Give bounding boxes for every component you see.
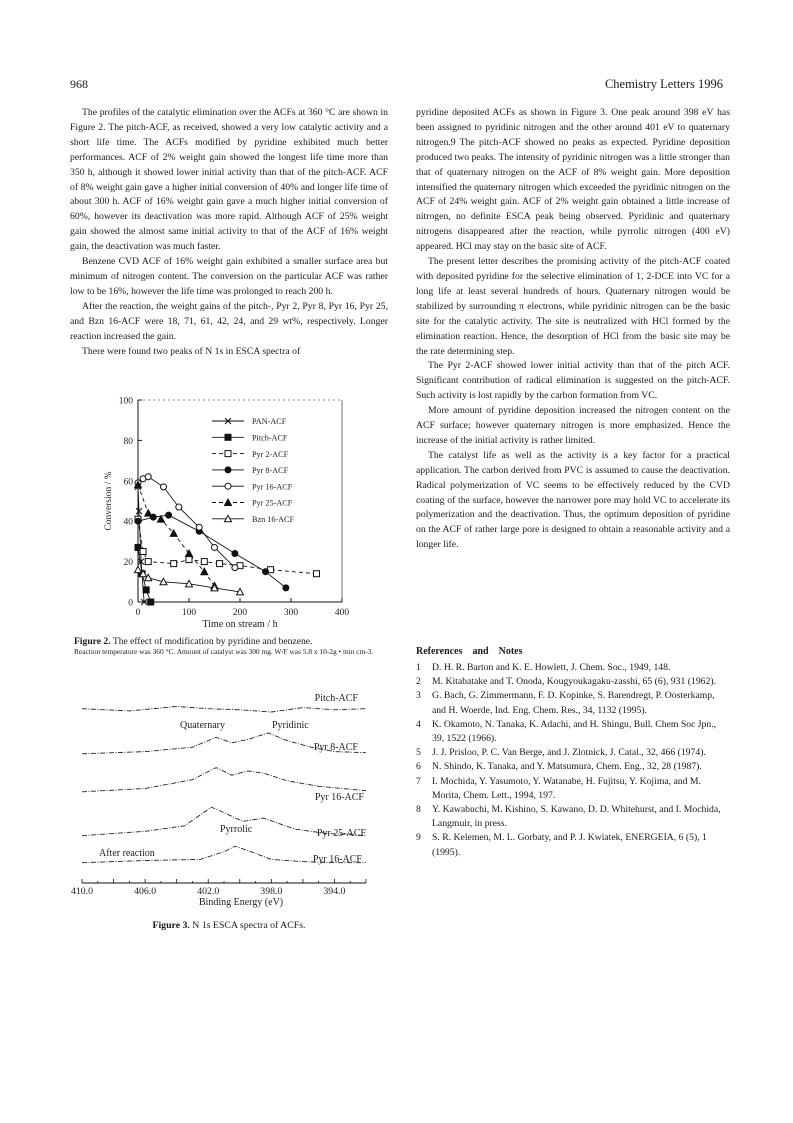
page-number: 968 bbox=[70, 77, 88, 91]
data-point bbox=[201, 559, 207, 565]
x-tick-label: 0 bbox=[135, 608, 141, 618]
reference-item bbox=[416, 718, 730, 746]
x-axis-label: Binding Energy (eV) bbox=[198, 897, 284, 908]
reference-number: 8 bbox=[416, 804, 421, 816]
y-tick-label: 60 bbox=[123, 477, 133, 488]
legend-label: Pyr 25-ACF bbox=[252, 498, 293, 508]
data-point bbox=[225, 499, 232, 506]
y-tick-label: 40 bbox=[123, 517, 133, 528]
left-column bbox=[70, 106, 388, 359]
annotation-quaternary: Quaternary bbox=[180, 720, 225, 731]
y-axis-label: Conversion / % bbox=[104, 471, 114, 531]
spectrum-label: Pitch-ACF bbox=[314, 693, 358, 704]
y-tick-label: 100 bbox=[118, 396, 133, 407]
reference-item bbox=[416, 675, 730, 689]
series-line bbox=[138, 519, 317, 574]
data-point bbox=[171, 561, 177, 567]
legend-item bbox=[212, 482, 293, 491]
paragraph: There were found two peaks of N 1s in ESCA spectra of bbox=[82, 345, 301, 357]
legend-item bbox=[212, 450, 289, 459]
reference-item bbox=[416, 746, 730, 760]
x-tick-label: 402.0 bbox=[197, 886, 220, 897]
legend-label: Pyr 16-ACF bbox=[252, 482, 293, 492]
annotation-after-reaction: After reaction bbox=[99, 848, 155, 859]
annotation-pyridinic: Pyridinic bbox=[272, 720, 309, 731]
x-tick-label: 300 bbox=[283, 608, 299, 618]
data-point bbox=[232, 551, 238, 557]
caption-text: The effect of modification by pyridine and benzene. bbox=[110, 636, 313, 647]
data-point bbox=[196, 524, 202, 530]
legend-label: Bzn 16-ACF bbox=[252, 515, 295, 524]
reference-number: 7 bbox=[416, 775, 421, 787]
legend-label: PAN-ACF bbox=[252, 417, 287, 427]
data-point bbox=[148, 599, 154, 605]
paragraph: The Pyr 2-ACF showed lower initial activity than that of the pitch ACF. Significant contribution of radical elimination is suggested on the pitch-ACF. Such activity is lost rapidly by the carbon formation from VC. bbox=[416, 360, 730, 402]
data-point bbox=[263, 569, 269, 575]
reference-number: 9 bbox=[416, 832, 421, 844]
paragraph: pyridine deposited ACFs as shown in Figure 3. One peak around 398 eV has been assigned to pyridinic nitrogen and the other around 401 eV to quaternary nitrogen.9 The pitch-ACF showed no peaks as expected. Pyridine deposition produced two peaks. The intensity of pyridinic nitrogen was a little stronger than that of quaternary nitrogen on the ACF of 8% weight gain. More deposition intensified the quaternary nitrogen which exceeded the pyridinic nitrogen on the ACF of 24% weight gain. ACF of 2% weight gain obtained a little increase of nitrogen, no definite ESCA peak being observed. Pyridinic and quaternary nitrogens disappeared after the reaction, while pyrrolic nitrogen (400 eV) appeared. HCl may stay on the basic site of ACF. bbox=[416, 107, 730, 253]
figure-2-caption bbox=[74, 636, 392, 657]
reference-number: 2 bbox=[416, 676, 421, 688]
reference-number: 4 bbox=[416, 718, 421, 730]
legend-item bbox=[212, 417, 287, 426]
data-point bbox=[145, 474, 151, 480]
heading-word: References bbox=[416, 646, 463, 657]
annotation-pyrrolic: Pyrrolic bbox=[220, 824, 253, 835]
data-point bbox=[140, 549, 146, 555]
reference-item bbox=[416, 831, 730, 859]
spectrum-line bbox=[82, 707, 366, 713]
data-point bbox=[135, 566, 142, 573]
legend-item bbox=[212, 515, 295, 524]
spectrum-label: Pyr 8-ACF bbox=[313, 742, 358, 753]
data-point bbox=[314, 571, 320, 577]
reference-text: S. R. Kelemen, M. L. Gorbaty, and P. J. Kwiatek, ENERGEIA, 6 (5), 1 (1995). bbox=[432, 832, 707, 858]
figure-3-spectra bbox=[70, 676, 388, 916]
paragraph: After the reaction, the weight gains of the pitch-, Pyr 2, Pyr 8, Pyr 16, Pyr 25, and Bzn 16-ACF were 18, 71, 61, 42, 24, and 29 wt%, respectively. Longer reaction increased the gain. bbox=[70, 300, 388, 342]
data-point bbox=[217, 561, 223, 567]
spectrum-label: Pyr 16-ACF bbox=[312, 854, 362, 865]
figure-2-chart bbox=[70, 389, 392, 639]
series-bzn-16-acf bbox=[135, 566, 244, 595]
data-point bbox=[186, 557, 192, 563]
legend-label: Pitch-ACF bbox=[252, 433, 288, 443]
paragraph: The present letter describes the promising activity of the pitch-ACF coated with deposited pyridine for the selective elimination of 1, 2-DCE into VC for a long life at least several hundreds of hours. Quaternary nitrogen would be stabilized by surrounding π electrons, while pyridinic nitrogen can be the basic site for the catalytic activity. The site is neutralized with HCl formed by the elimination reaction. Hence, the desorption of HCl from the basic site may be the rate determining step. bbox=[416, 256, 730, 357]
data-point bbox=[145, 559, 151, 565]
reference-number: 3 bbox=[416, 690, 421, 702]
caption-note: Reaction temperature was 360 °C. Amount of catalyst was 300 mg. W/F was 5.8 x 10-2g • min cm-3. bbox=[74, 647, 374, 656]
right-column bbox=[416, 106, 730, 553]
paragraph: Benzene CVD ACF of 16% weight gain exhibited a smaller surface area but minimum of nitrogen content. The conversion on the particular ACF was rather low to be 16%, however the life time was prolonged to reach 200 h. bbox=[70, 256, 388, 297]
paragraph: More amount of pyridine deposition increased the nitrogen content on the ACF surface; however quaternary nitrogen is more emphasized. Hence the increase of the initial activity is rather limited. bbox=[416, 405, 730, 446]
y-tick-label: 80 bbox=[123, 436, 133, 447]
reference-text: Y. Kawabuchi, M. Kishino, S. Kawano, D. D. Whitehurst, and I. Mochida, Langmuir, in press. bbox=[432, 804, 721, 830]
references-heading bbox=[416, 646, 532, 657]
data-point bbox=[143, 587, 149, 593]
caption-text: N 1s ESCA spectra of ACFs. bbox=[189, 920, 306, 931]
reference-text: G. Bach, G. Zimmermann, F. D. Kopinke, S. Barendregt, P. Oosterkamp, and H. Woerde, Ind. Eng. Chem. Res., 34, 1132 (1995). bbox=[432, 690, 715, 716]
x-tick-label: 100 bbox=[181, 608, 197, 618]
data-point bbox=[225, 483, 231, 489]
reference-item bbox=[416, 661, 730, 675]
reference-text: I. Mochida, Y. Yasumoto, Y. Watanabe, H. Fujitsu, Y. Kojima, and M. Morita, Chem. Lett., 1994, 197. bbox=[432, 775, 701, 801]
figure-3-caption bbox=[70, 920, 388, 931]
data-point bbox=[161, 484, 167, 490]
data-point bbox=[232, 565, 238, 571]
x-tick-label: 200 bbox=[232, 608, 248, 618]
legend-label: Pyr 8-ACF bbox=[252, 466, 289, 476]
legend-label: Pyr 2-ACF bbox=[252, 449, 289, 459]
heading-word: and bbox=[472, 646, 489, 657]
reference-text: K. Okamoto, N. Tanaka, K. Adachi, and H. Shingu, Bull. Chem Soc Jpn., 39, 1522 (1966). bbox=[432, 718, 717, 745]
reference-item bbox=[416, 775, 730, 803]
data-point bbox=[166, 512, 172, 518]
figure-label: Figure 3. bbox=[152, 920, 190, 931]
data-point bbox=[135, 518, 141, 524]
reference-text: J. J. Prisloo, P. C. Van Berge, and J. Zlotnick, J. Catal., 32, 466 (1974). bbox=[432, 747, 706, 759]
heading-word: Notes bbox=[498, 646, 523, 657]
x-axis-label: Time on stream / h bbox=[202, 619, 278, 630]
data-point bbox=[176, 504, 182, 510]
reference-number: 5 bbox=[416, 747, 421, 759]
data-point bbox=[145, 510, 152, 517]
spectrum-0 bbox=[82, 707, 366, 713]
spectrum-2 bbox=[82, 768, 366, 792]
reference-text: N. Shindo, K. Tanaka, and Y. Matsumura, Chem. Eng., 32, 28 (1987). bbox=[432, 761, 702, 773]
references-list bbox=[416, 661, 730, 860]
journal-title: Chemistry Letters 1996 bbox=[604, 77, 723, 91]
x-tick-label: 410.0 bbox=[70, 886, 94, 897]
paragraph: The catalyst life as well as the activity is a key factor for a practical application. The carbon derived from PVC is assumed to cause the deactivation. Radical polymerization of VC seems to be effectively reduced by the CVD coating of the surface, however the narrower pore may hold VC to accelerate its polymerization and the deactivation. Thus, the optimum deposition of pyridine on the ACF of rather large pore is designed to obtain a reasonable activity and a longer life. bbox=[416, 449, 730, 551]
spectrum-line bbox=[82, 768, 366, 792]
reference-item bbox=[416, 689, 730, 717]
reference-number: 6 bbox=[416, 761, 421, 773]
x-tick-label: 406.0 bbox=[134, 886, 157, 897]
reference-text: D. H. R. Barton and K. E. Howlett, J. Chem. Soc., 1949, 148. bbox=[432, 662, 671, 673]
series-pyr-2-acf bbox=[135, 516, 320, 577]
x-tick-label: 394.0 bbox=[323, 886, 346, 897]
data-point bbox=[225, 467, 231, 473]
reference-item bbox=[416, 803, 730, 831]
y-tick-label: 0 bbox=[128, 598, 133, 609]
reference-item bbox=[416, 760, 730, 774]
legend-item bbox=[212, 466, 289, 475]
data-point bbox=[225, 451, 231, 457]
spectrum-label: Pyr 16-ACF bbox=[314, 792, 364, 803]
data-point bbox=[283, 585, 289, 591]
x-tick-label: 400 bbox=[334, 608, 350, 618]
paragraph: The profiles of the catalytic elimination over the ACFs at 360 °C are shown in Figure 2. The pitch-ACF, as received, showed a very low catalytic activity and a short life time. The ACFs modified by pyridine exhibited much better performances. ACF of 2% weight gain showed the longest life time more than 350 h, although it showed lower initial activity than that of the pitch-ACF. ACF of 8% weight gain gave a higher initial conversion of 40% and longer life time of about 300 h. ACF of 16% weight gain gave a much higher initial conversion of 60%, however its deactivation was more rapid. Although ACF of 25% weight gain showed the almost same initial activity to that of the ACF of 16% weight gain, the deactivation was much faster. bbox=[70, 107, 388, 253]
reference-number: 1 bbox=[416, 662, 421, 673]
legend-item bbox=[212, 499, 293, 508]
x-tick-label: 398.0 bbox=[260, 886, 283, 897]
figure-label: Figure 2. bbox=[74, 636, 111, 647]
legend-item bbox=[212, 434, 288, 443]
data-point bbox=[225, 434, 231, 440]
reference-text: M. Kitabatake and T. Onoda, Kougyoukagaku-zasshi, 65 (6), 931 (1962). bbox=[432, 676, 717, 688]
data-point bbox=[212, 544, 218, 550]
series-line bbox=[138, 515, 286, 588]
spectrum-label: Pyr 25-ACF bbox=[316, 828, 366, 839]
y-tick-label: 20 bbox=[123, 558, 133, 569]
